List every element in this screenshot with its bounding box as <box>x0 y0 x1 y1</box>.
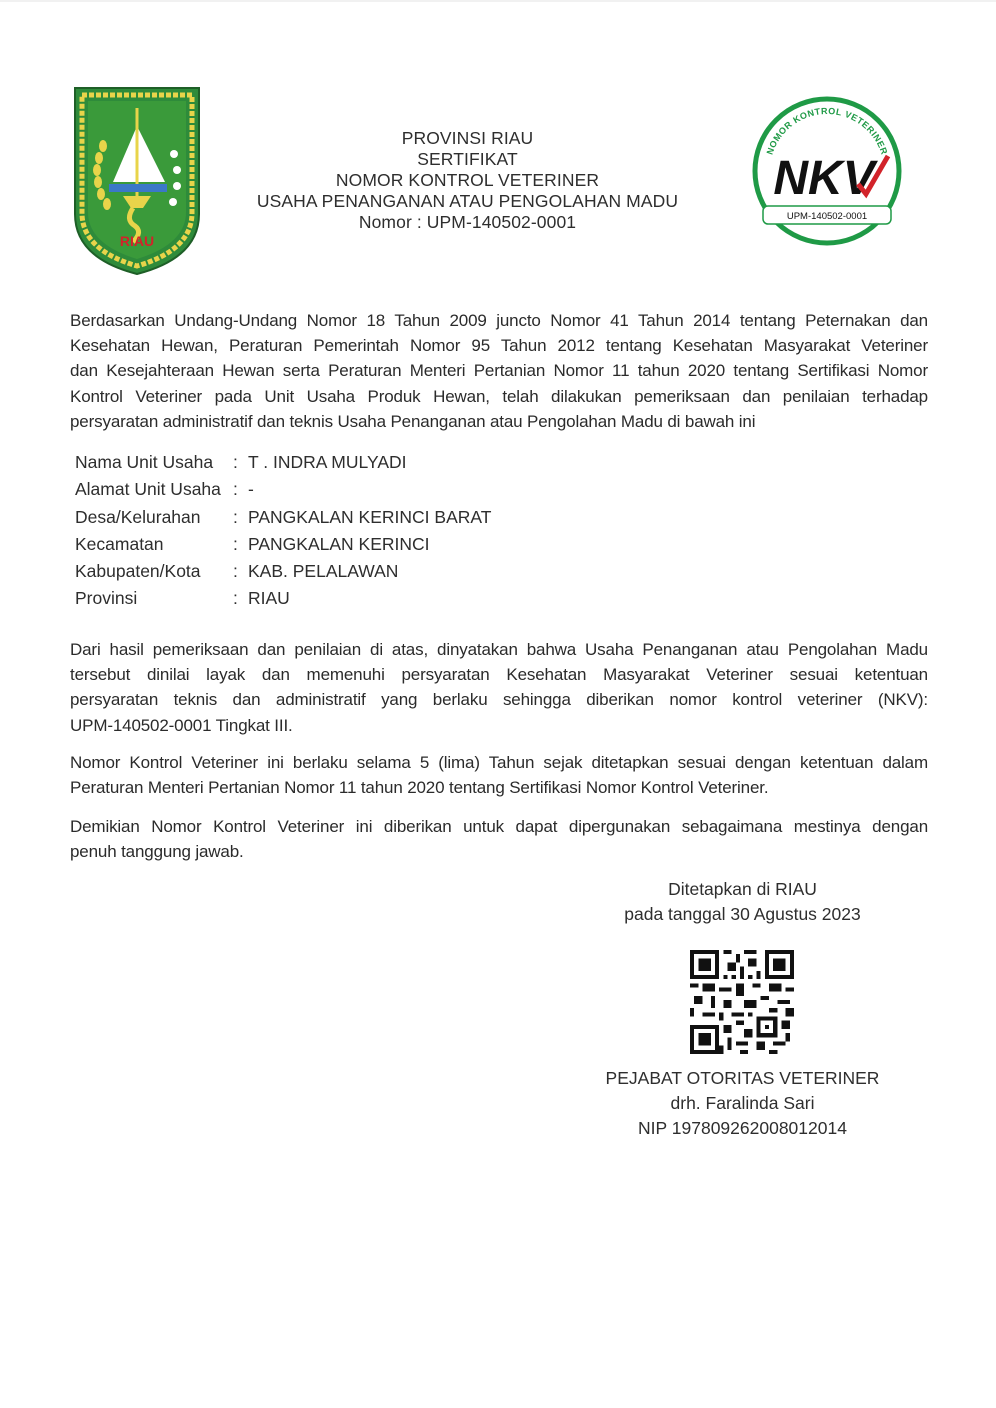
field-row-village <box>75 504 491 531</box>
signature-place: Ditetapkan di RIAU <box>668 879 817 899</box>
field-value: PANGKALAN KERINCI <box>248 533 430 554</box>
top-edge <box>0 0 996 2</box>
field-label: Kabupaten/Kota <box>75 561 201 582</box>
result-line: tersebut dinilai layak dan memenuhi persyaratan Kesehatan Masyarakat Veteriner sesuai ketentuan <box>70 665 928 685</box>
result-paragraph <box>70 637 928 738</box>
riau-emblem-icon <box>73 86 201 276</box>
certificate-header <box>240 128 695 233</box>
intro-line: Berdasarkan Undang-Undang Nomor 18 Tahun 2009 juncto Nomor 41 Tahun 2014 tentang Peternakan dan <box>70 311 928 330</box>
field-value: PANGKALAN KERINCI BARAT <box>248 506 492 527</box>
field-row-district <box>75 531 491 558</box>
validity-line: Nomor Kontrol Veteriner ini berlaku selama 5 (lima) Tahun sejak ditetapkan sesuai dengan ketentuan dalam <box>70 753 928 772</box>
validity-line: Peraturan Menteri Pertanian Nomor 11 tahun 2020 tentang Sertifikasi Nomor Kontrol Veteriner. <box>70 778 769 798</box>
header-province: PROVINSI RIAU <box>401 128 534 148</box>
field-label: Kecamatan <box>75 533 164 554</box>
field-label: Nama Unit Usaha <box>75 452 214 472</box>
signature-place-date <box>590 877 895 927</box>
intro-line: Kesehatan Hewan, Peraturan Pemerintah Nomor 95 Tahun 2012 tentang Kesehatan Masyarakat Veteriner <box>70 336 928 356</box>
result-line: persyaratan teknis dan administratif yang berlaku sehingga diberikan nomor kontrol veteriner (NKV): <box>70 690 928 710</box>
header-certificate: SERTIFIKAT <box>417 149 518 169</box>
signature-official <box>590 1066 895 1141</box>
result-line: Dari hasil pemeriksaan dan penilaian di atas, dinyatakan bahwa Usaha Penanganan atau Pengolahan Madu <box>70 640 928 659</box>
field-colon: : <box>233 506 238 527</box>
field-value: RIAU <box>248 588 290 609</box>
intro-line: persyaratan administratif dan teknis Usaha Penanganan atau Pengolahan Madu di bawah ini <box>70 411 756 431</box>
svg-text:NKV: NKV <box>773 152 875 205</box>
signature-date: pada tanggal 30 Agustus 2023 <box>624 904 861 924</box>
svg-text:UPM-140502-0001: UPM-140502-0001 <box>786 211 868 222</box>
field-row-province <box>75 585 491 612</box>
closing-line: Demikian Nomor Kontrol Veteriner ini diberikan untuk dapat dipergunakan sebagaimana mestinya dengan <box>70 817 928 836</box>
nkv-badge-icon <box>748 92 906 250</box>
closing-paragraph <box>70 814 928 864</box>
field-label: Provinsi <box>75 588 138 609</box>
intro-line: dan Kesejahteraan Hewan serta Peraturan Menteri Pertanian Nomor 11 tahun 2020 tentang Sertifikasi Nomor <box>70 361 928 381</box>
field-colon: : <box>233 479 238 500</box>
field-row-business-address <box>75 476 491 503</box>
field-label: Alamat Unit Usaha <box>75 479 221 500</box>
field-colon: : <box>233 533 238 554</box>
field-row-business-name <box>75 449 491 476</box>
official-name: drh. Faralinda Sari <box>670 1093 815 1113</box>
result-line: UPM-140502-0001 Tingkat III. <box>70 715 293 735</box>
official-title: PEJABAT OTORITAS VETERINER <box>605 1068 880 1088</box>
official-nip: NIP 197809262008012014 <box>638 1118 847 1138</box>
field-value: T . INDRA MULYADI <box>248 452 407 472</box>
field-colon: : <box>233 561 238 582</box>
field-colon: : <box>233 452 238 472</box>
field-label: Desa/Kelurahan <box>75 506 201 527</box>
closing-line: penuh tanggung jawab. <box>70 842 244 862</box>
field-value: - <box>248 479 254 500</box>
header-nkv-title: NOMOR KONTROL VETERINER <box>335 170 600 190</box>
intro-line: Kontrol Veteriner pada Unit Usaha Produk Hewan, telah dilakukan pemeriksaan dan penilaian terhadap <box>70 386 928 406</box>
header-number: Nomor : UPM-140502-0001 <box>358 212 577 232</box>
svg-text:RIAU: RIAU <box>119 233 155 249</box>
validity-paragraph <box>70 750 928 800</box>
svg-text:NOMOR KONTROL VETERINER: NOMOR KONTROL VETERINER <box>764 105 890 156</box>
intro-paragraph <box>70 308 928 434</box>
qr-code-icon[interactable] <box>690 950 794 1054</box>
business-details <box>75 449 491 613</box>
field-colon: : <box>233 588 238 609</box>
field-row-regency <box>75 558 491 585</box>
field-value: KAB. PELALAWAN <box>248 561 399 582</box>
header-business-type: USAHA PENANGANAN ATAU PENGOLAHAN MADU <box>256 191 679 211</box>
